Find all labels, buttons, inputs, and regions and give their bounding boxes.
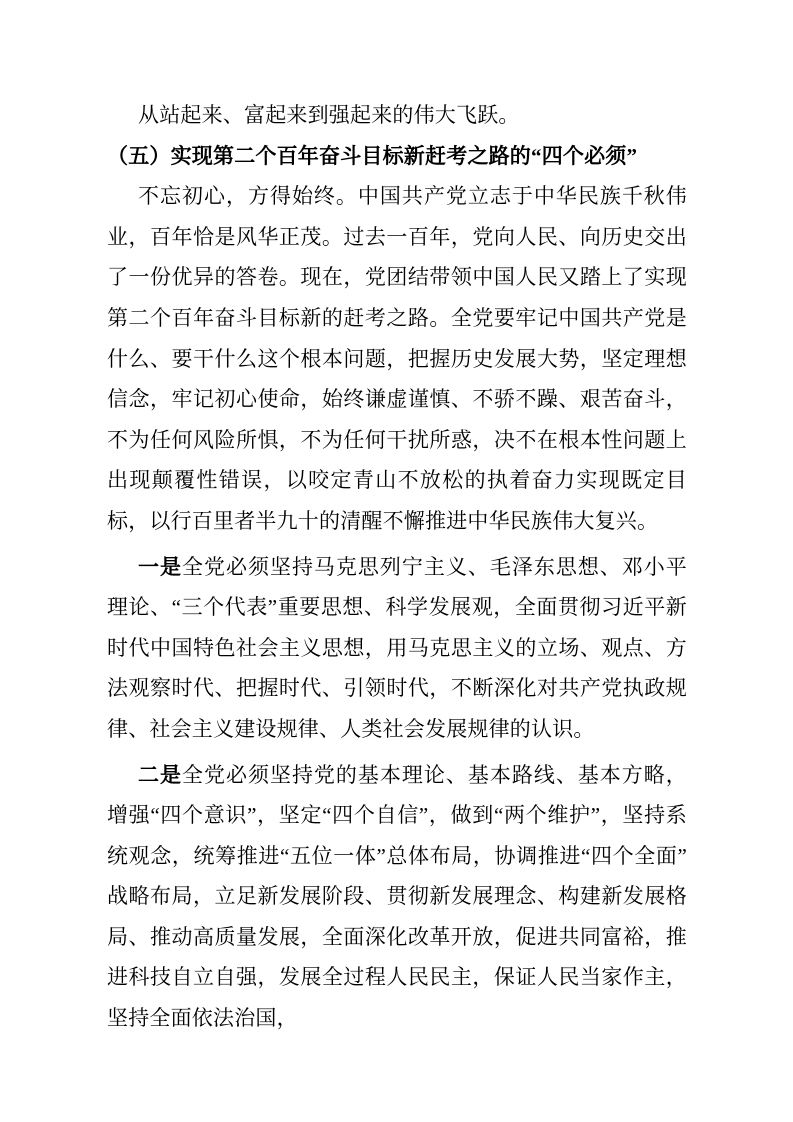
paragraph-lead: 二是 — [138, 762, 182, 787]
paragraph-text: 全党必须坚持马克思列宁主义、毛泽东思想、邓小平理论、“三个代表”重要思想、科学发展观，全面贯彻习近平新时代中国特色社会主义思想，用马克思主义的立场、观点、方法观察时代、把握时代、引领时代，不断深化对共产党执政规律、社会主义建设规律、人类社会发展规律的认识。 — [107, 554, 687, 741]
paragraph-lead: 一是 — [138, 554, 182, 579]
section-heading: （五）实现第二个百年奋斗目标新赶考之路的“四个必须” — [107, 143, 638, 168]
paragraph-point-one — [107, 547, 687, 750]
paragraph-intro — [107, 176, 687, 541]
paragraph-text: 不忘初心，方得始终。中国共产党立志于中华民族千秋伟业，百年恰是风华正茂。过去一百年，党向人民、向历史交出了一份优异的答卷。现在，党团结带领中国人民又踏上了实现第二个百年奋斗目标新的赶考之路。全党要牢记中国共产党是什么、要干什么这个根本问题，把握历史发展大势，坚定理想信念，牢记初心使命，始终谦虚谨慎、不骄不躁、艰苦奋斗，不为任何风险所惧，不为任何干扰所惑，决不在根本性问题上出现颠覆性错误，以咬定青山不放松的执着奋力实现既定目标，以行百里者半九十的清醒不懈推进中华民族伟大复兴。 — [107, 184, 687, 533]
paragraph-text: 全党必须坚持党的基本理论、基本路线、基本方略，增强“四个意识”，坚定“四个自信”，做到“两个维护”，坚持系统观念，统筹推进“五位一体”总体布局，协调推进“四个全面”战略布局，立足新发展阶段、贯彻新发展理念、构建新发展格局、推动高质量发展，全面深化改革开放，促进共同富裕，推进科技自立自强，发展全过程人民民主，保证人民当家作主，坚持全面依法治国， — [107, 762, 687, 1031]
page-content — [107, 95, 687, 1044]
paragraph-point-two — [107, 755, 687, 1039]
paragraph-continuation-line: 从站起来、富起来到强起来的伟大飞跃。 — [138, 103, 520, 127]
